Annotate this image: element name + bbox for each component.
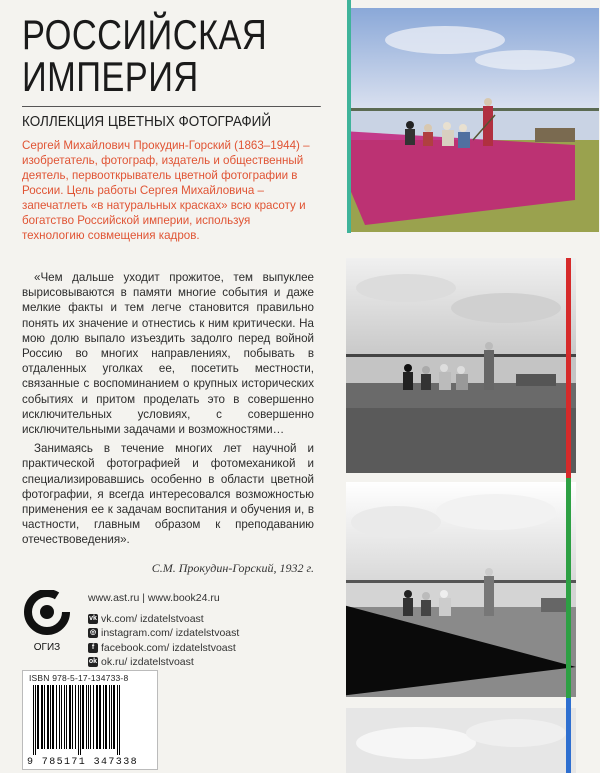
barcode-bar — [113, 685, 115, 749]
barcode-bar — [75, 685, 76, 749]
barcode-bar — [50, 685, 51, 749]
book-title-line-2: ИМПЕРИЯ — [22, 53, 199, 100]
green-color-stripe — [566, 478, 571, 698]
book-title-line-1: РОССИЙСКАЯ — [22, 11, 268, 58]
barcode-bar — [47, 685, 49, 749]
barcode-bar — [61, 685, 62, 749]
barcode-bar — [66, 685, 67, 749]
isbn-label: ISBN 978-5-17-134733-8 — [29, 673, 129, 683]
intro-paragraph: Сергей Михайлович Прокудин-Горский (1863–1944) – изобретатель, фотограф, издатель и общественный деятель, первооткрыватель цветной фотографии в России. Цель работы Сергея Михайловича – запечатлеть «в натуральных красках» всю красоту и богатство Российской империи, используя технологию совмещения кадров. — [22, 139, 310, 242]
barcode-bar — [105, 685, 107, 749]
barcode-digits: 9 785171 347338 — [27, 757, 139, 768]
facebook-icon: f — [88, 643, 98, 653]
barcode-bar — [35, 685, 36, 755]
vk-icon: vk — [89, 614, 97, 622]
social-link-vk[interactable] — [88, 612, 308, 627]
barcode-bar — [93, 685, 94, 749]
odnoklassniki-icon: ok — [88, 658, 98, 666]
quote-paragraph-2: Занимаясь в течение многих лет научной и практической фотографией и фотомеханикой и специализировавшись особенно в области цветной фотографии, я всегда интересовался возможностью применения ее к задачам воспитания и обучения и, в частности, главным образом к преподаванию отечествоведения». — [22, 442, 314, 547]
social-link-text: vk.com/ izdatelstvoast — [101, 612, 204, 625]
publisher-websites[interactable]: www.ast.ru | www.book24.ru — [88, 592, 220, 605]
barcode-bar — [33, 685, 34, 755]
author-quote — [22, 270, 314, 548]
barcode-bar — [56, 685, 57, 749]
barcode-bars — [31, 685, 151, 755]
barcode-bar — [111, 685, 112, 749]
barcode-bar — [64, 685, 65, 749]
barcode-bar — [69, 685, 71, 749]
social-link-text: facebook.com/ izdatelstvoast — [101, 641, 236, 654]
isbn-barcode — [22, 670, 158, 770]
quote-signature: С.М. Прокудин-Горский, 1932 г. — [151, 561, 314, 575]
barcode-bar — [72, 685, 73, 749]
publisher-logo — [22, 590, 72, 652]
publisher-logo-text: ОГИЗ — [33, 642, 61, 652]
barcode-bar — [59, 685, 60, 749]
bw-photo-2 — [346, 482, 576, 697]
book-subtitle: КОЛЛЕКЦИЯ ЦВЕТНЫХ ФОТОГРАФИЙ — [22, 106, 321, 130]
social-link-odnoklassniki[interactable] — [88, 655, 308, 670]
barcode-bar — [109, 685, 110, 749]
bw-photo-1 — [346, 258, 576, 473]
barcode-bar — [88, 685, 89, 749]
blue-color-stripe — [566, 698, 571, 773]
barcode-bar — [37, 685, 39, 749]
book-title-block — [22, 11, 322, 130]
publisher-links — [88, 591, 308, 670]
barcode-bar — [86, 685, 87, 749]
social-link-facebook[interactable] — [88, 641, 308, 656]
barcode-bar — [90, 685, 91, 749]
barcode-bar — [99, 685, 101, 749]
barcode-bar — [119, 685, 120, 755]
barcode-bar — [82, 685, 84, 749]
quote-paragraph-1: «Чем дальше уходит прожитое, тем выпуклее вырисовываются в памяти многие события и даже мелкие факты и тем легче становится правильно понять их значение и отнестись к ним критически. На мою долю выпало изъездить задолго перед войной Россию во многих направлениях, побывать в отдаленных уголках ее, посетить местности, связанные с воспоминанием о крупных исторических событиях и притом проделать это в совершенно исключительных условиях, с совершенно исключительными задачами и возможностями… — [22, 271, 314, 437]
social-link-text: instagram.com/ izdatelstvoast — [101, 627, 240, 640]
barcode-bar — [41, 685, 43, 749]
barcode-bar — [78, 685, 79, 755]
barcode-bar — [52, 685, 54, 749]
barcode-bar — [96, 685, 98, 749]
barcode-bar — [117, 685, 118, 755]
social-link-instagram[interactable] — [88, 626, 308, 641]
barcode-bar — [80, 685, 81, 755]
barcode-bar — [103, 685, 104, 749]
barcode-bar — [44, 685, 45, 749]
red-color-stripe — [566, 258, 571, 478]
social-link-text: ok.ru/ izdatelstvoast — [101, 656, 194, 669]
instagram-icon: ◎ — [89, 629, 97, 637]
bw-photo-3 — [346, 708, 576, 773]
color-photo — [325, 0, 600, 240]
